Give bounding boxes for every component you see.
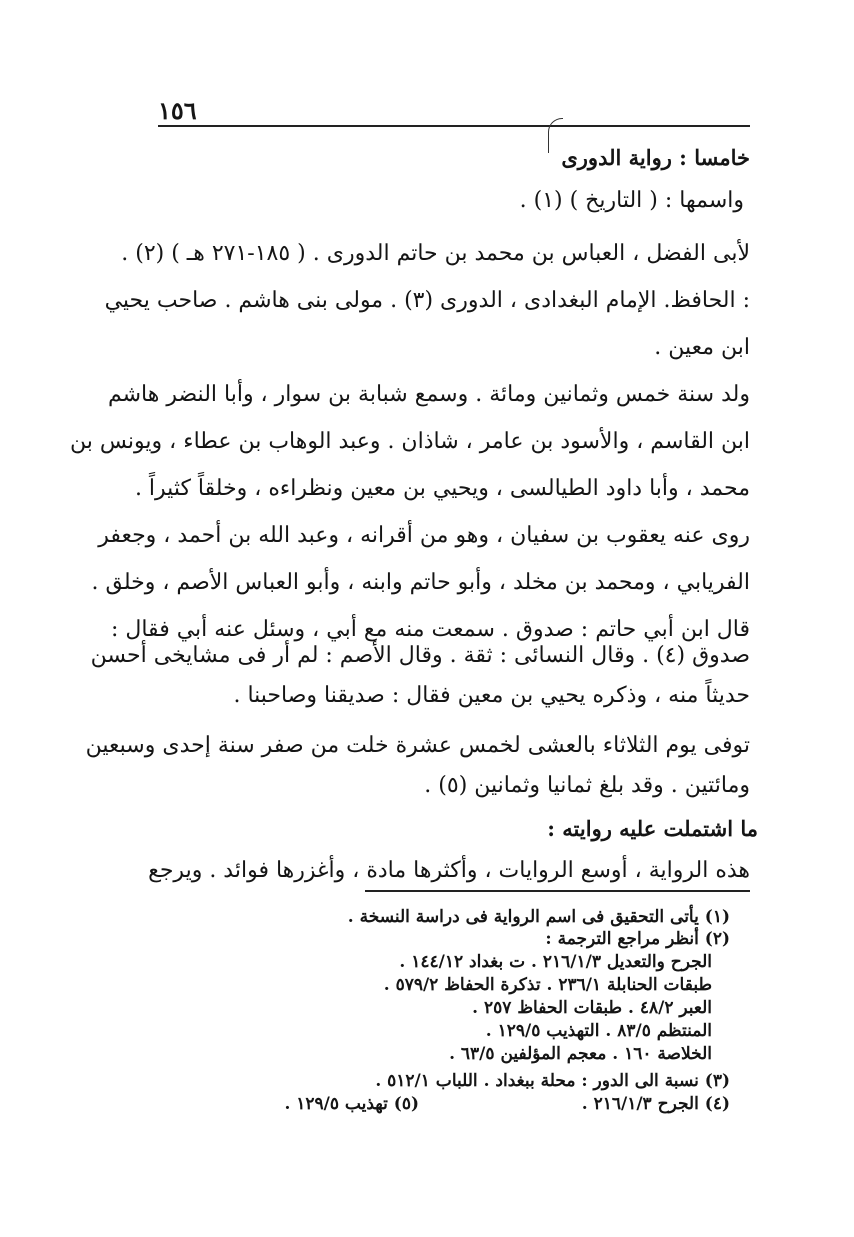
subheading: ما اشتملت عليه روايته : <box>547 816 758 841</box>
footnote-2-ref-5: الخلاصة ١٦٠ . معجم المؤلفين ٦٣/٥ . <box>449 1044 712 1064</box>
body-line-14: ومائتين . وقد بلغ ثمانيا وثمانين (٥) . <box>424 773 750 798</box>
body-line-15: هذه الرواية ، أوسع الروايات ، وأكثرها مادة ، وأغزرها فوائد . ويرجع <box>148 858 750 883</box>
footnote-3: (٣) نسبة الى الدور : محلة ببغداد . اللباب ٥١٢/١ . <box>375 1071 730 1091</box>
body-line-13: توفى يوم الثلاثاء بالعشى لخمس عشرة خلت من صفر سنة إحدى وسبعين <box>85 733 750 758</box>
body-line-10: قال ابن أبي حاتم : صدوق . سمعت منه مع أبي ، وسئل عنه أبي فقال : <box>110 617 750 642</box>
section-heading: خامسا : رواية الدورى <box>561 145 750 170</box>
body-line-8: روى عنه يعقوب بن سفيان ، وهو من أقرانه ، وعبد الله بن أحمد ، وجعفر <box>98 523 750 548</box>
body-line-11: صدوق (٤) . وقال النسائى : ثقة . وقال الأصم : لم أر فى مشايخى أحسن <box>90 643 750 668</box>
footnote-4: (٤) الجرح ٢١٦/١/٣ . <box>581 1094 730 1114</box>
page-number: ١٥٦ <box>158 96 197 125</box>
body-line-3: : الحافظ. الإمام البغدادى ، الدورى (٣) . مولى بنى هاشم . صاحب يحيي <box>104 288 750 313</box>
body-line-2: لأبى الفضل ، العباس بن محمد بن حاتم الدورى . ( ١٨٥-٢٧١ هـ ) (٢) . <box>121 241 750 266</box>
body-line-6: ابن القاسم ، والأسود بن عامر ، شاذان . وعبد الوهاب بن عطاء ، ويونس بن <box>70 429 750 454</box>
body-line-1: واسمها : ( التاريخ ) (١) . <box>519 188 744 213</box>
footnote-5: (٥) تهذيب ١٢٩/٥ . <box>284 1094 419 1114</box>
footnote-2-ref-3: العبر ٤٨/٢ . طبقات الحفاظ ٢٥٧ . <box>472 998 712 1018</box>
footnote-2-ref-2: طبقات الحنابلة ٢٣٦/١ . تذكرة الحفاظ ٥٧٩/٢ . <box>383 975 712 995</box>
footnote-2-ref-1: الجرح والتعديل ٢١٦/١/٣ . ت بغداد ١٤٤/١٢ . <box>399 952 712 972</box>
footnote-rule <box>365 890 750 892</box>
body-line-9: الفريابي ، ومحمد بن مخلد ، وأبو حاتم وابنه ، وأبو العباس الأصم ، وخلق . <box>91 570 750 595</box>
body-line-12: حديثاً منه ، وذكره يحيي بن معين فقال : صديقنا وصاحبنا . <box>233 683 750 708</box>
footnote-2: (٢) أنظر مراجع الترجمة : <box>545 929 730 949</box>
body-line-5: ولد سنة خمس وثمانين ومائة . وسمع شبابة بن سوار ، وأبا النضر هاشم <box>107 382 750 407</box>
body-line-4: ابن معين . <box>654 335 750 360</box>
header-rule <box>158 125 750 127</box>
body-line-7: محمد ، وأبا داود الطيالسى ، ويحيي بن معين ونظراءه ، وخلقاً كثيراً . <box>134 476 750 501</box>
footnote-2-ref-4: المنتظم ٨٣/٥ . التهذيب ١٢٩/٥ . <box>485 1021 712 1041</box>
footnote-1: (١) يأتى التحقيق فى اسم الرواية فى دراسة النسخة . <box>347 907 730 927</box>
